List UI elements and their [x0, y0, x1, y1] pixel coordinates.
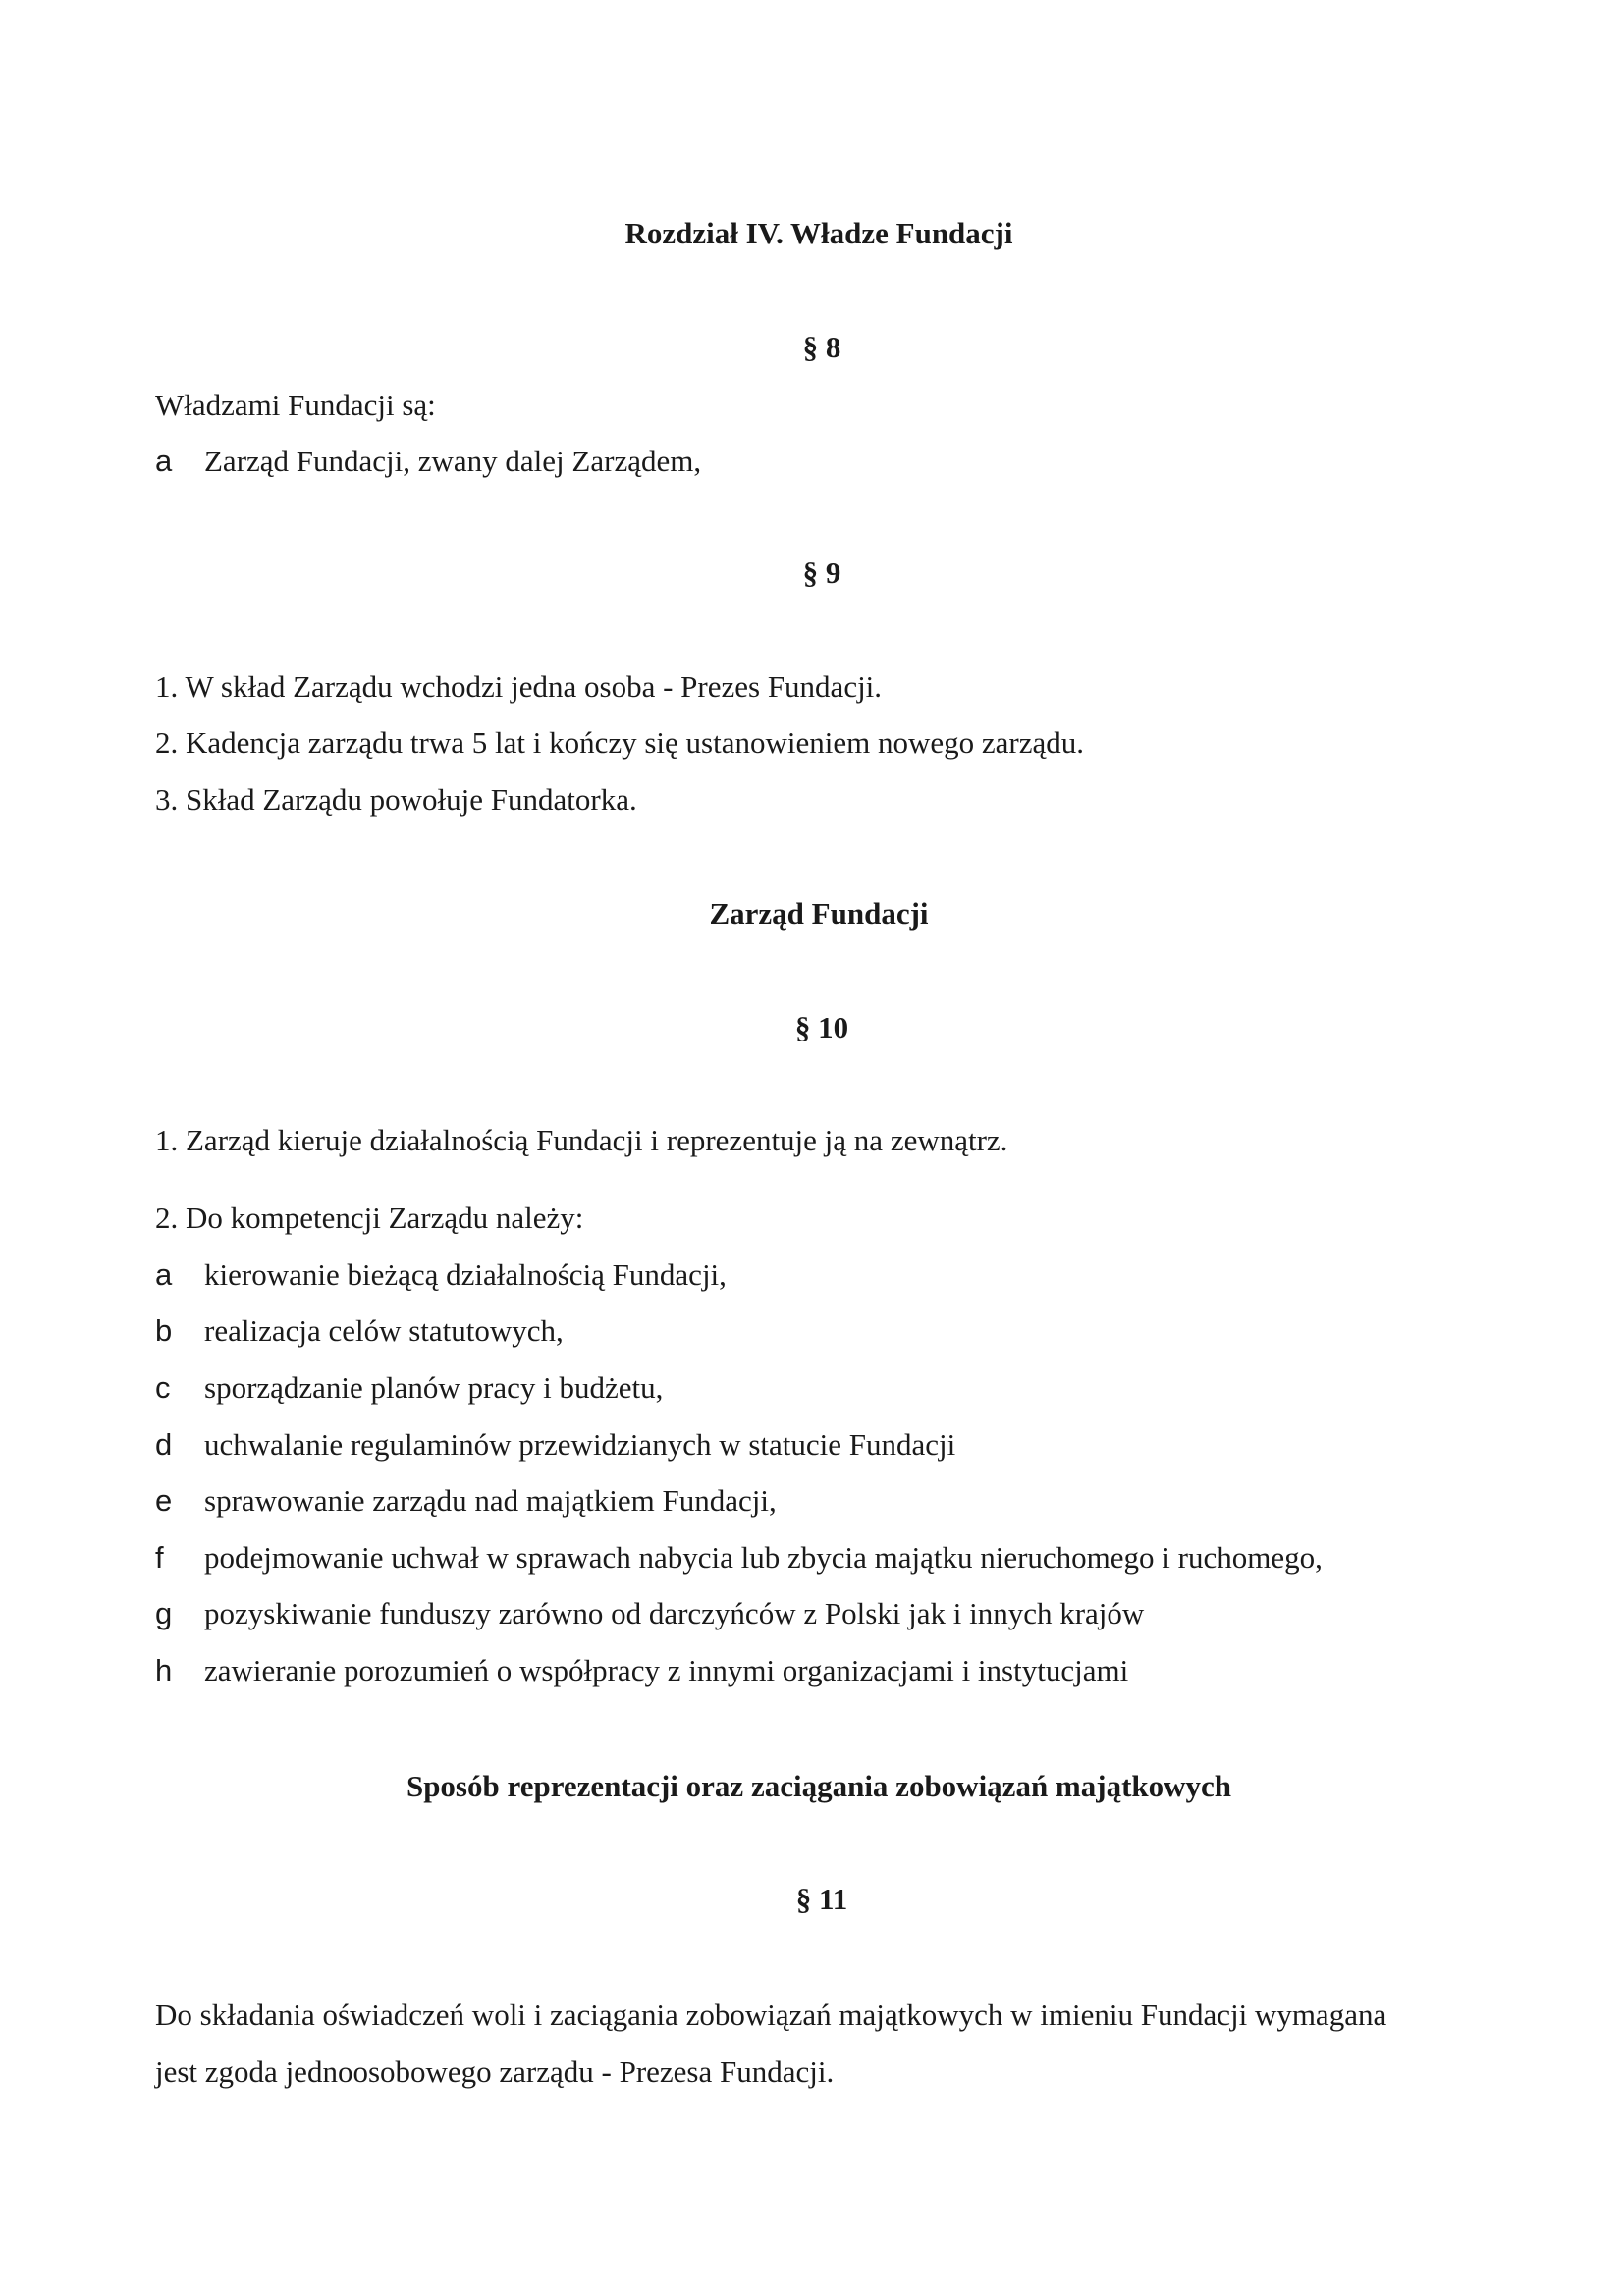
- section-10-item-a-marker: a: [155, 1257, 173, 1292]
- section-10-item-c-marker: c: [155, 1370, 171, 1405]
- section-9-point-1: 1. W skład Zarządu wchodzi jedna osoba - Prezes Fundacji.: [155, 669, 883, 704]
- section-8-intro: Władzami Fundacji są:: [155, 388, 436, 422]
- section-10-point-2: 2. Do kompetencji Zarządu należy:: [155, 1201, 584, 1235]
- section-10-item-e-text: sprawowanie zarządu nad majątkiem Fundacji,: [204, 1483, 777, 1518]
- section-10-item-a-text: kierowanie bieżącą działalnością Fundacji,: [204, 1257, 727, 1292]
- section-10-item-d-text: uchwalanie regulaminów przewidzianych w statucie Fundacji: [204, 1427, 956, 1462]
- section-10-item-h-marker: h: [155, 1653, 173, 1687]
- section-11-line-1: Do składania oświadczeń woli i zaciągania zobowiązań majątkowych w imieniu Fundacji wymagana: [155, 1998, 1387, 2032]
- section-8-item-a-text: Zarząd Fundacji, zwany dalej Zarządem,: [204, 444, 702, 478]
- board-heading: Zarząd Fundacji: [709, 896, 929, 931]
- section-8-item-a-marker: a: [155, 444, 173, 478]
- section-9-point-2: 2. Kadencja zarządu trwa 5 lat i kończy się ustanowieniem nowego zarządu.: [155, 725, 1084, 760]
- section-10-item-f-marker: f: [155, 1540, 164, 1575]
- section-10-item-f-text: podejmowanie uchwał w sprawach nabycia lub zbycia majątku nieruchomego i ruchomego,: [204, 1540, 1323, 1575]
- section-10-item-b-text: realizacja celów statutowych,: [204, 1313, 564, 1348]
- section-8-sign: § 8: [802, 330, 841, 364]
- representation-heading: Sposób reprezentacji oraz zaciągania zobowiązań majątkowych: [406, 1769, 1232, 1803]
- section-10-item-d-marker: d: [155, 1427, 173, 1462]
- chapter-title: Rozdział IV. Władze Fundacji: [624, 216, 1013, 250]
- section-10-item-c-text: sporządzanie planów pracy i budżetu,: [204, 1370, 664, 1405]
- section-11-sign: § 11: [795, 1882, 848, 1916]
- section-10-item-h-text: zawieranie porozumień o współpracy z innymi organizacjami i instytucjami: [204, 1653, 1129, 1687]
- section-10-item-e-marker: e: [155, 1483, 173, 1518]
- section-9-sign: § 9: [802, 556, 841, 590]
- section-10-item-g-text: pozyskiwanie funduszy zarówno od darczyńców z Polski jak i innych krajów: [204, 1596, 1145, 1630]
- section-10-item-b-marker: b: [155, 1313, 173, 1348]
- section-10-item-g-marker: g: [155, 1596, 173, 1630]
- section-10-point-1: 1. Zarząd kieruje działalnością Fundacji i reprezentuje ją na zewnątrz.: [155, 1123, 1008, 1157]
- section-11-line-2: jest zgoda jednoosobowego zarządu - Prezesa Fundacji.: [155, 2055, 835, 2089]
- section-10-sign: § 10: [794, 1010, 849, 1044]
- section-9-point-3: 3. Skład Zarządu powołuje Fundatorka.: [155, 782, 637, 817]
